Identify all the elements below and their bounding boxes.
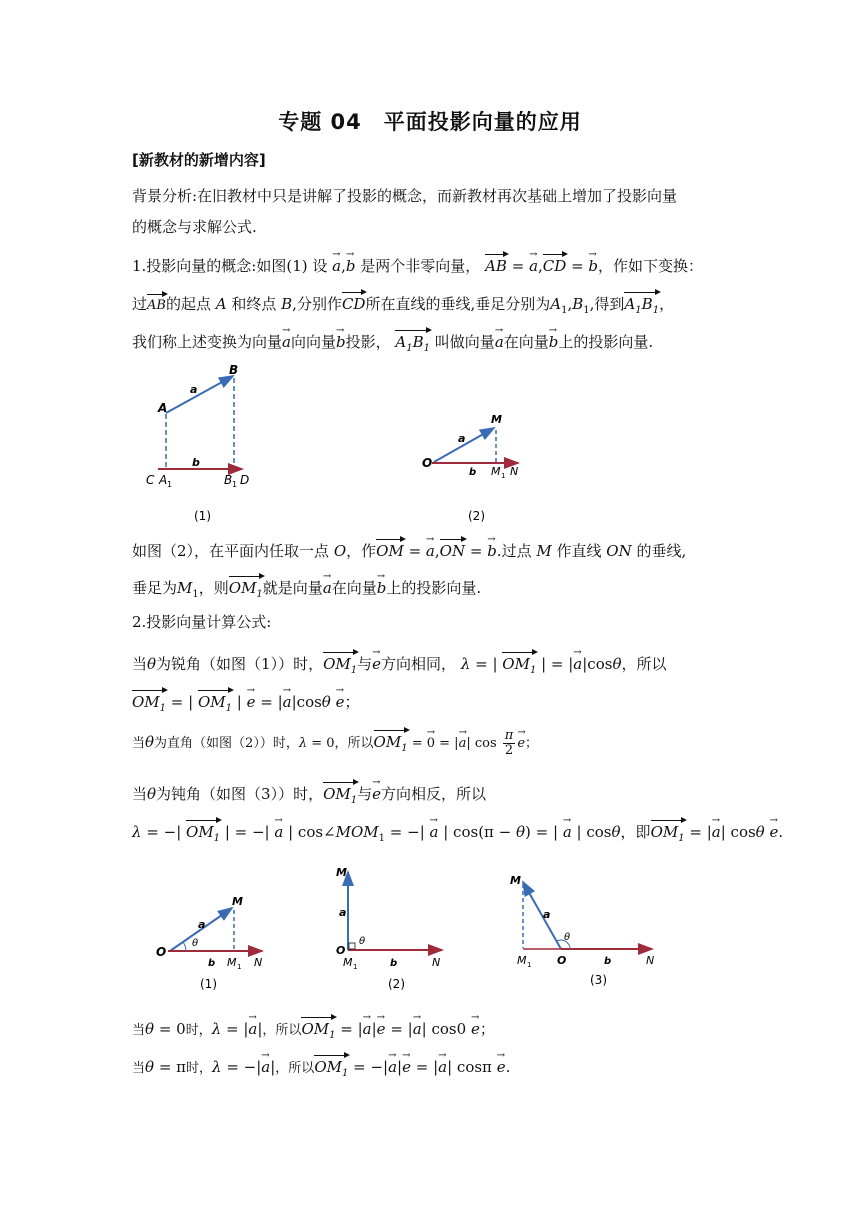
intro-line-1: 背景分析:在旧教材中只是讲解了投影的概念，而新教材再次基础上增加了投影向量 [132,187,678,205]
svg-text:N: N [646,954,655,967]
label-b: b [192,456,200,469]
theta-zero-line: 当θ = 0时，λ = |a →|，所以$OM_1 = |a \to|e$ → = |a →| cos0 e →； [132,1015,732,1046]
obtuse-case-line-2: λ = −| $OM_1$ | = −| a → | $\cos\angle MOM_1$ = −| a → | cos(π − θ) = | a → | cosθ，即$OM_1 = |a$ →| cosθ e →. [132,818,732,849]
svg-text:O: O [336,944,346,957]
fig1-caption: (1) [194,509,211,523]
svg-text:b: b [208,958,216,969]
concept-line-2: 过AB的起点 A 和终点 B,分别作CD所在直线的垂线,垂足分别为$A_1,B_1$,得到$A_1B_1$， [132,290,732,321]
label-N: N [510,465,519,478]
label-A: A [158,401,168,415]
svg-text:b: b [604,956,612,967]
figure-3-bottom [510,874,654,987]
svg-text:M: M [227,956,237,969]
acute-case-line-1: 当θ为锐角（如图（1））时，$OM_1$与e →方向相同， λ = | $OM_1$ | = |a →|cosθ，所以 [132,650,732,681]
label-B1: B [224,473,233,487]
vector-OM-obtuse [523,882,561,949]
figure-1-top [146,363,249,523]
svg-text:M: M [510,874,521,887]
right-case-line: 当θ为直角（如图（2））时，λ = 0，所以$OM_1 = 0$ → = |a →| cos $\frac{\pi}{2}$ e →； [132,728,732,759]
fig2-line-1: 如图（2），在平面内任取一点 O，作OM = a →,ON = b →.过点 M 作直线 ON 的垂线, [132,537,732,561]
svg-text:M: M [517,954,527,967]
svg-text:1: 1 [237,963,242,971]
svg-text:1: 1 [353,963,358,971]
svg-text:a: a [339,906,347,919]
label-M1: M [491,465,501,478]
concept-line-3: 我们称上述变换为向量a →向向量b →投影， $A_1B_1$ 叫做向量a →在向量b →上的投影向量. [132,328,732,359]
figure-2-top [422,413,518,523]
label-D: D [240,473,250,487]
vector-a-arrow [166,376,233,413]
obtuse-case-line-1: 当θ为钝角（如图（3））时，$OM_1$与e →方向相反，所以 [132,780,732,811]
figure-2-bottom [336,866,442,991]
fig1-bottom-caption: (1) [200,977,217,991]
label-a: a [190,383,198,396]
svg-text:O: O [156,945,167,959]
intro-line-2: 的概念与求解公式. [132,218,257,236]
top-figures [130,360,530,530]
svg-text:1: 1 [167,480,173,489]
label-O: O [422,456,433,470]
svg-text:θ: θ [192,938,199,949]
svg-text:O: O [557,954,567,967]
bottom-figures [130,860,690,1000]
svg-text:a: a [543,908,551,921]
label-B: B [229,363,239,377]
svg-text:b: b [390,958,398,969]
label-M: M [491,413,502,426]
svg-text:1: 1 [232,480,238,489]
section-heading: [新教材的新增内容] [132,151,266,169]
fig2-caption: (2) [468,509,485,523]
theta-arc-acute [183,942,186,951]
right-angle-mark [349,943,355,949]
theta-pi-line: 当θ = π时，λ = −|a →|，所以$OM_1 = -|a \to|e$ → = |a →| cosπ e →. [132,1053,732,1084]
label-b-2: b [469,467,477,478]
svg-text:M: M [343,956,353,969]
svg-text:M: M [232,895,243,908]
label-a-2: a [458,432,466,445]
svg-text:θ: θ [564,932,571,943]
svg-text:θ: θ [359,936,366,947]
svg-text:M: M [336,866,347,879]
page-title: 专题 04 平面投影向量的应用 [278,110,582,134]
svg-text:N: N [254,956,263,969]
figure-1-bottom [156,895,262,991]
label-C: C [146,473,155,487]
label-A1: A [159,473,168,487]
formula-heading: 2.投影向量计算公式: [132,613,272,631]
acute-case-line-2: $OM_1$ = | $OM_1$ | e → = |a →|cosθ e →； [132,688,732,719]
fig3-bottom-caption: (3) [590,973,607,987]
svg-text:1: 1 [527,961,532,969]
fig2-line-2: 垂足为$M_1$，则$OM_1$就是向量a →在向量b →上的投影向量. [132,574,732,605]
fig2-bottom-caption: (2) [388,977,405,991]
svg-text:a: a [198,918,206,931]
svg-text:1: 1 [501,472,506,480]
svg-text:N: N [432,956,441,969]
concept-line-1: 1.投影向量的概念:如图(1) 设 a →,b → 是两个非零向量， AB = a →,CD = b →，作如下变换： [132,252,732,276]
